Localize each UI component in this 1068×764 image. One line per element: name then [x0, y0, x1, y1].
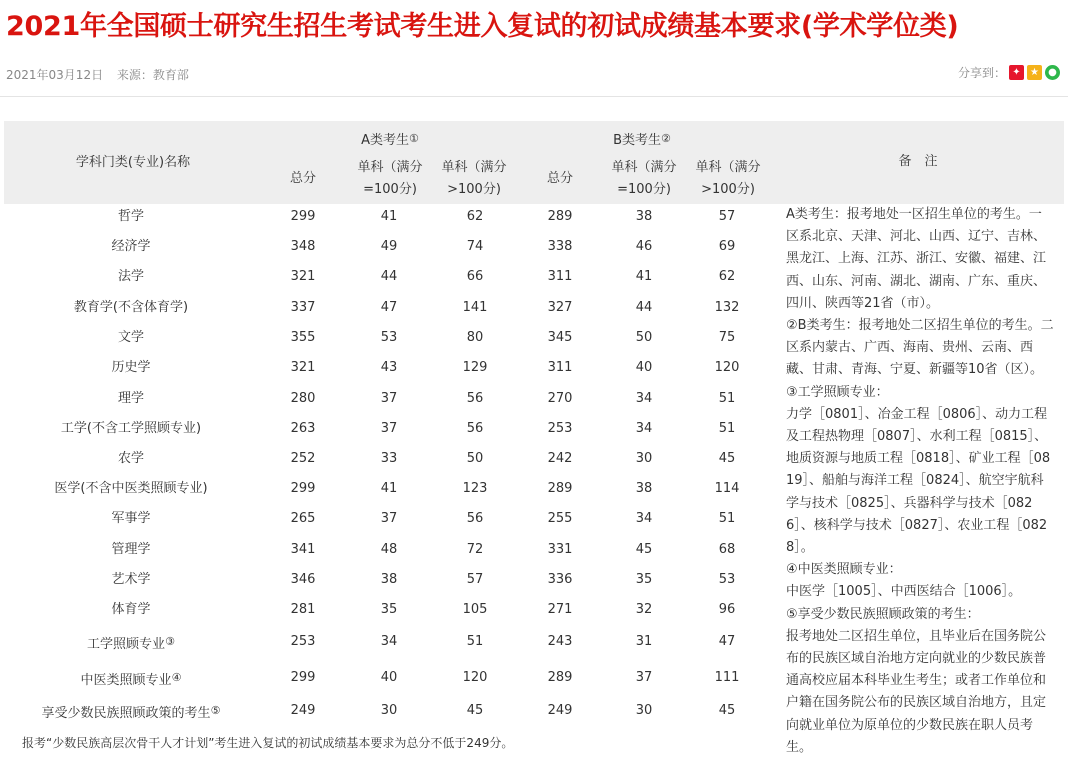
b-single-100-cell: 38 [635, 481, 653, 496]
discipline-name: 法学 [117, 269, 144, 284]
b-single-gt100-cell: 114 [714, 481, 740, 496]
b-single-gt100-cell: 62 [718, 269, 736, 284]
header-b-single-gt100-line2: >100分) [701, 182, 755, 197]
header-group-a-mark: ① [409, 132, 419, 145]
a-single-100-cell: 40 [380, 670, 398, 685]
a-single-100-cell: 41 [380, 209, 398, 224]
b-total-cell: 311 [547, 269, 573, 284]
header-remarks: 备 注 [898, 154, 938, 169]
a-single-100-cell: 48 [380, 542, 398, 557]
header-a-single-100-line2: =100分) [363, 182, 417, 197]
share-bar [958, 64, 1060, 81]
discipline-cell [16, 298, 246, 318]
discipline-name: 历史学 [111, 360, 151, 375]
a-total-cell: 321 [290, 269, 316, 284]
discipline-cell [16, 701, 246, 721]
discipline-cell [16, 632, 246, 652]
discipline-name: 中医类照顾专业 [80, 673, 172, 688]
discipline-cell [16, 207, 246, 227]
discipline-cell [16, 358, 246, 378]
a-single-gt100-cell: 56 [466, 421, 484, 436]
discipline-name: 军事学 [111, 511, 151, 526]
a-single-gt100-cell: 72 [466, 542, 484, 557]
discipline-cell [16, 509, 246, 529]
b-single-gt100-cell: 45 [718, 451, 736, 466]
a-total-cell: 265 [290, 511, 316, 526]
b-single-gt100-cell: 51 [718, 421, 736, 436]
b-single-100-cell: 30 [635, 451, 653, 466]
a-single-gt100-cell: 74 [466, 239, 484, 254]
b-single-100-cell: 37 [635, 670, 653, 685]
a-single-gt100-cell: 66 [466, 269, 484, 284]
discipline-name: 艺术学 [111, 572, 151, 587]
a-single-gt100-cell: 129 [462, 360, 488, 375]
header-a-single-gt100 [434, 157, 514, 201]
a-total-cell: 299 [290, 670, 316, 685]
b-single-gt100-cell: 75 [718, 330, 736, 345]
a-single-gt100-cell: 62 [466, 209, 484, 224]
b-single-100-cell: 41 [635, 269, 653, 284]
b-total-cell: 242 [547, 451, 573, 466]
a-single-100-cell: 47 [380, 300, 398, 315]
header-group-b-mark: ② [661, 132, 671, 145]
a-single-100-cell: 44 [380, 269, 398, 284]
a-single-100-cell: 53 [380, 330, 398, 345]
b-single-gt100-cell: 111 [714, 670, 740, 685]
discipline-name: 工学照顾专业 [87, 637, 166, 652]
header-a-single-100 [350, 157, 430, 201]
a-total-cell: 341 [290, 542, 316, 557]
a-single-gt100-cell: 56 [466, 511, 484, 526]
discipline-name: 管理学 [111, 542, 151, 557]
b-single-gt100-cell: 96 [718, 602, 736, 617]
b-total-cell: 289 [547, 481, 573, 496]
discipline-name: 理学 [117, 391, 144, 406]
discipline-cell [16, 237, 246, 257]
b-single-gt100-cell: 57 [718, 209, 736, 224]
discipline-name: 文学 [117, 330, 144, 345]
a-total-cell: 337 [290, 300, 316, 315]
a-single-100-cell: 30 [380, 703, 398, 718]
a-single-gt100-cell: 105 [462, 602, 488, 617]
b-single-100-cell: 32 [635, 602, 653, 617]
a-single-100-cell: 35 [380, 602, 398, 617]
b-single-100-cell: 34 [635, 421, 653, 436]
a-single-gt100-cell: 141 [462, 300, 488, 315]
discipline-name: 医学(不含中医类照顾专业) [54, 481, 208, 496]
a-single-100-cell: 41 [380, 481, 398, 496]
article-source: 来源：教育部 [116, 68, 189, 82]
discipline-note-mark: ⑤ [210, 704, 221, 717]
a-single-gt100-cell: 51 [466, 634, 484, 649]
a-single-gt100-cell: 57 [466, 572, 484, 587]
discipline-cell [16, 389, 246, 409]
discipline-cell [16, 328, 246, 348]
a-total-cell: 281 [290, 602, 316, 617]
header-b-single-gt100 [688, 157, 768, 201]
a-total-cell: 299 [290, 209, 316, 224]
header-b-total: 总分 [546, 171, 573, 186]
a-total-cell: 249 [290, 703, 316, 718]
a-single-gt100-cell: 123 [462, 481, 488, 496]
header-b-single-gt100-line1: 单科（满分 [695, 160, 761, 175]
b-single-100-cell: 40 [635, 360, 653, 375]
header-a-total: 总分 [289, 171, 316, 186]
a-total-cell: 355 [290, 330, 316, 345]
b-single-100-cell: 30 [635, 703, 653, 718]
publish-date: 2021年03月12日 [6, 68, 104, 82]
remark-paragraph: 报考地处二区招生单位，且毕业后在国务院公布的民族区域自治地方定向就业的少数民族普通高校应届本科毕业生考生；或者工作单位和户籍在国务院公布的民族区域自治地方，且定向就业单位为原单位的少数民族在职人员考生。 [786, 628, 1047, 755]
discipline-cell [16, 449, 246, 469]
b-single-100-cell: 50 [635, 330, 653, 345]
b-total-cell: 243 [547, 634, 573, 649]
weibo-share-icon[interactable]: ✦ [1009, 65, 1024, 80]
header-a-single-100-line1: 单科（满分 [357, 160, 423, 175]
b-total-cell: 345 [547, 330, 573, 345]
b-total-cell: 289 [547, 670, 573, 685]
b-total-cell: 253 [547, 421, 573, 436]
qzone-share-icon[interactable]: ★ [1027, 65, 1042, 80]
discipline-name: 工学(不含工学照顾专业) [60, 421, 202, 436]
b-single-gt100-cell: 120 [714, 360, 740, 375]
a-single-gt100-cell: 50 [466, 451, 484, 466]
b-total-cell: 270 [547, 391, 573, 406]
b-total-cell: 249 [547, 703, 573, 718]
b-single-gt100-cell: 132 [714, 300, 740, 315]
discipline-note-mark: ③ [165, 635, 175, 648]
a-total-cell: 263 [290, 421, 316, 436]
a-total-cell: 252 [290, 451, 316, 466]
a-total-cell: 253 [290, 634, 316, 649]
discipline-note-mark: ④ [171, 671, 182, 684]
header-group-a [345, 128, 435, 152]
article-meta [6, 66, 199, 83]
b-single-gt100-cell: 53 [718, 572, 736, 587]
header-group-b-label: B类考生 [613, 133, 662, 148]
a-single-100-cell: 34 [380, 634, 398, 649]
b-total-cell: 338 [547, 239, 573, 254]
discipline-cell [16, 540, 246, 560]
discipline-cell [16, 570, 246, 590]
discipline-name: 哲学 [117, 209, 144, 224]
b-single-gt100-cell: 45 [718, 703, 736, 718]
discipline-name: 体育学 [111, 602, 151, 617]
b-single-100-cell: 34 [635, 391, 653, 406]
a-single-100-cell: 37 [380, 421, 398, 436]
article-title: 2021年全国硕士研究生招生考试考生进入复试的初试成绩基本要求(学术学位类) [6, 11, 959, 42]
header-a-single-gt100-line1: 单科（满分 [441, 160, 507, 175]
discipline-cell [16, 600, 246, 620]
remark-paragraph: ⑤享受少数民族照顾政策的考生： [786, 606, 980, 622]
b-single-gt100-cell: 69 [718, 239, 736, 254]
remark-paragraph: 力学［0801］、冶金工程［0806］、动力工程及工程热物理［0807］、水利工程［0815］、地质资源与地质工程［0818］、矿业工程［0819］、船舶与海洋工程［0824］、航空宇航科学与技术［0825］、兵器科学与技术［0826］、核科学与技术［0827］、农业工程［0828］。 [786, 406, 1051, 556]
a-single-gt100-cell: 45 [466, 703, 484, 718]
b-total-cell: 289 [547, 209, 573, 224]
b-single-100-cell: 44 [635, 300, 653, 315]
b-single-100-cell: 45 [635, 542, 653, 557]
a-single-100-cell: 37 [380, 391, 398, 406]
b-single-100-cell: 31 [635, 634, 653, 649]
a-single-gt100-cell: 56 [466, 391, 484, 406]
discipline-cell [16, 419, 246, 439]
wechat-share-icon[interactable]: ● [1045, 65, 1060, 80]
remark-paragraph: ④中医类照顾专业： [786, 562, 902, 578]
share-label: 分享到： [957, 66, 1006, 80]
a-single-gt100-cell: 120 [462, 670, 488, 685]
b-total-cell: 331 [547, 542, 573, 557]
discipline-name: 农学 [117, 451, 144, 466]
b-single-100-cell: 35 [635, 572, 653, 587]
a-total-cell: 321 [290, 360, 316, 375]
a-total-cell: 280 [290, 391, 316, 406]
a-single-100-cell: 37 [380, 511, 398, 526]
b-total-cell: 311 [547, 360, 573, 375]
discipline-cell [16, 267, 246, 287]
a-single-100-cell: 38 [380, 572, 398, 587]
remark-paragraph: 中医学［1005］、中西医结合［1006］。 [786, 584, 1022, 600]
b-single-gt100-cell: 47 [718, 634, 736, 649]
table-footnote: 报考“少数民族高层次骨干人才计划”考生进入复试的初试成绩基本要求为总分不低于249分。 [22, 736, 514, 750]
a-total-cell: 348 [290, 239, 316, 254]
discipline-name: 享受少数民族照顾政策的考生 [41, 706, 211, 721]
discipline-name: 经济学 [111, 239, 151, 254]
a-single-gt100-cell: 80 [466, 330, 484, 345]
b-total-cell: 336 [547, 572, 573, 587]
a-single-100-cell: 43 [380, 360, 398, 375]
remark-paragraph: A类考生：报考地处一区招生单位的考生。一区系北京、天津、河北、山西、辽宁、吉林、黑龙江、上海、江苏、浙江、安徽、福建、江西、山东、河南、湖北、湖南、广东、重庆、四川、陕西等21省（市）。 [786, 207, 1047, 311]
a-total-cell: 346 [290, 572, 316, 587]
a-single-100-cell: 49 [380, 239, 398, 254]
header-b-single-100-line2: =100分) [617, 182, 671, 197]
a-single-100-cell: 33 [380, 451, 398, 466]
b-single-100-cell: 38 [635, 209, 653, 224]
b-total-cell: 327 [547, 300, 573, 315]
header-a-single-gt100-line2: >100分) [447, 182, 501, 197]
header-b-single-100-line1: 单科（满分 [611, 160, 677, 175]
remark-paragraph: ③工学照顾专业： [786, 384, 889, 400]
header-discipline: 学科门类(专业)名称 [75, 155, 191, 170]
b-single-100-cell: 34 [635, 511, 653, 526]
header-group-a-label: A类考生 [361, 133, 410, 148]
b-single-100-cell: 46 [635, 239, 653, 254]
b-total-cell: 271 [547, 602, 573, 617]
remarks-column [786, 204, 1054, 759]
header-group-b [597, 128, 687, 152]
b-single-gt100-cell: 68 [718, 542, 736, 557]
b-single-gt100-cell: 51 [718, 511, 736, 526]
header-b-single-100 [604, 157, 684, 201]
remark-paragraph: ②B类考生：报考地处二区招生单位的考生。二区系内蒙古、广西、海南、贵州、云南、西藏、甘肃、青海、宁夏、新疆等10省（区）。 [786, 318, 1054, 378]
discipline-cell [16, 668, 246, 688]
header-divider [0, 96, 1068, 97]
discipline-name: 教育学(不含体育学) [73, 300, 189, 315]
discipline-cell [16, 479, 246, 499]
a-total-cell: 299 [290, 481, 316, 496]
b-single-gt100-cell: 51 [718, 391, 736, 406]
b-total-cell: 255 [547, 511, 573, 526]
